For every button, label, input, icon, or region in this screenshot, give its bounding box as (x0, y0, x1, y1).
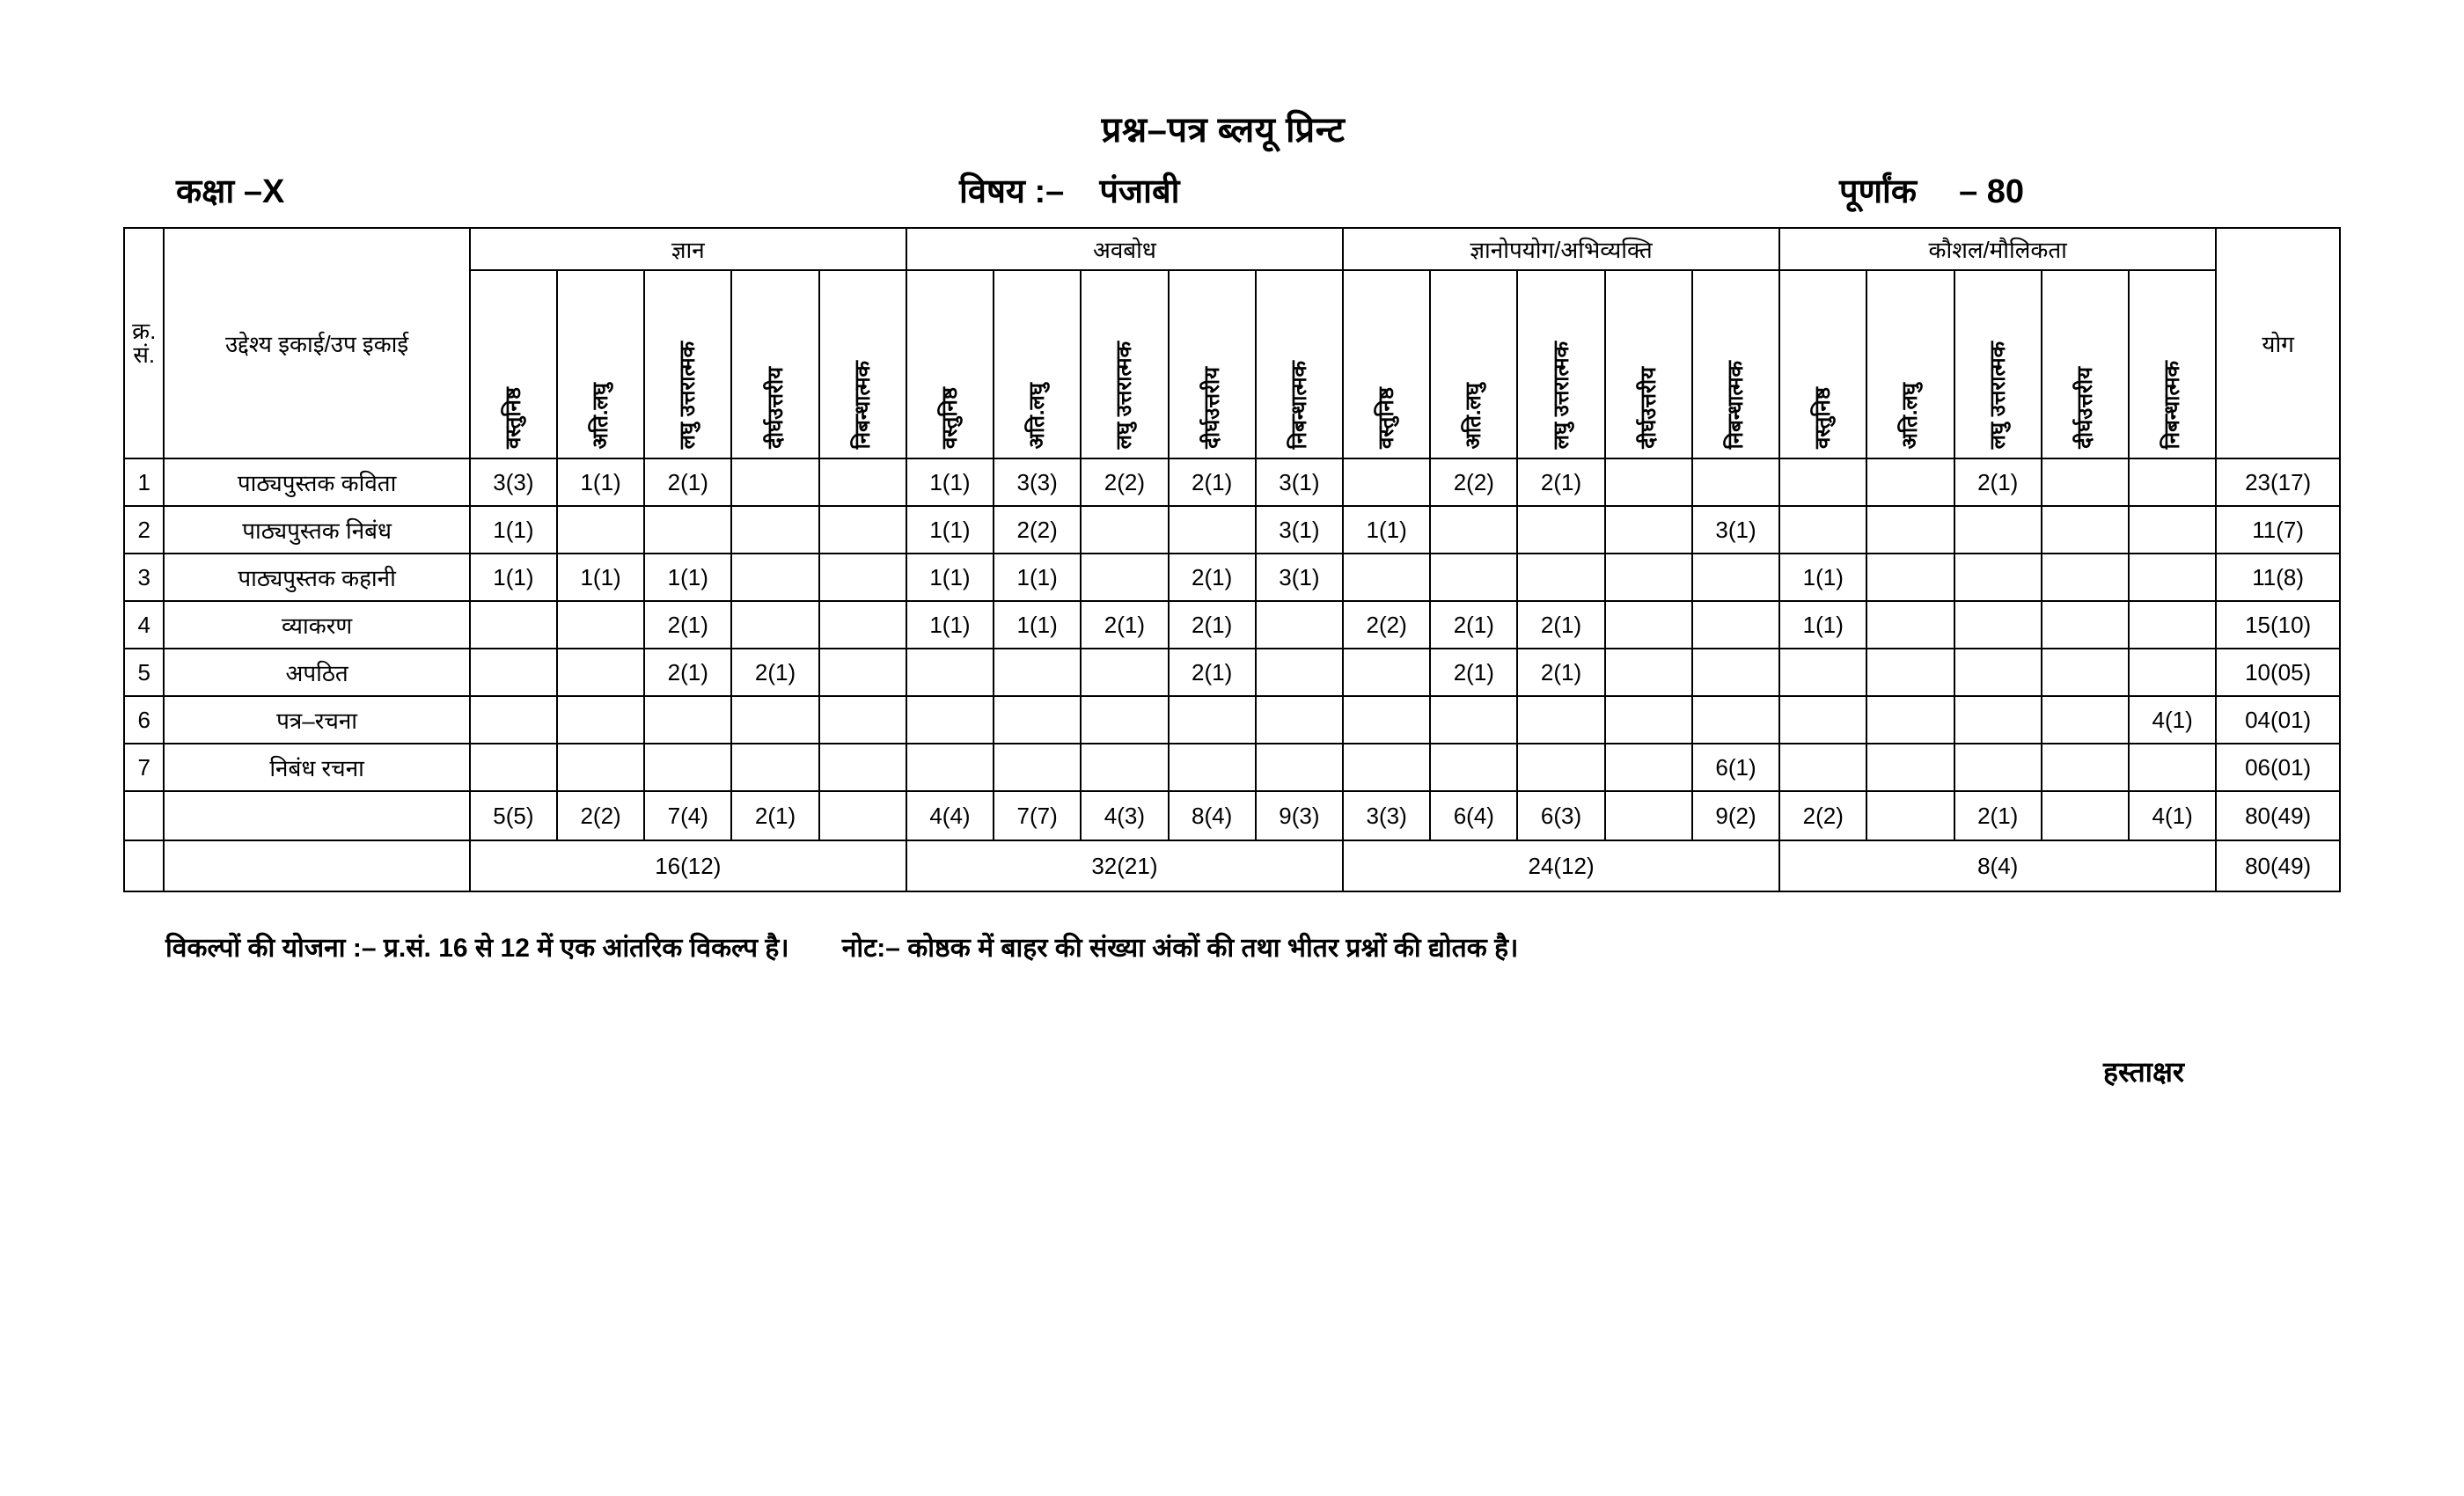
row-cell (557, 649, 644, 696)
grand-serial (124, 840, 164, 891)
totals-cell (1605, 791, 1692, 840)
unit-column-header: उद्देश्य इकाई/उप इकाई (164, 228, 469, 458)
row-cell (1605, 696, 1692, 744)
subheader-label: दीर्घउत्तरीय (1636, 367, 1661, 449)
totals-cell (1866, 791, 1954, 840)
row-cell (994, 744, 1081, 791)
subheader-label: निबन्धात्मक (2160, 360, 2185, 449)
row-total: 11(7) (2216, 506, 2340, 554)
row-cell (470, 601, 557, 649)
row-cell: 1(1) (906, 601, 994, 649)
subheader-g3-nibandhatmak (1692, 270, 1779, 458)
row-cell (2042, 744, 2129, 791)
row-cell (1954, 601, 2042, 649)
totals-cell: 3(3) (1343, 791, 1430, 840)
totals-cell: 7(7) (994, 791, 1081, 840)
grand-group-total-2: 32(21) (906, 840, 1343, 891)
row-unit-label: पाठ्यपुस्तक निबंध (164, 506, 469, 554)
row-serial-number: 2 (124, 506, 164, 554)
totals-cell: 4(4) (906, 791, 994, 840)
totals-cell: 8(4) (1169, 791, 1256, 840)
row-cell (470, 649, 557, 696)
row-cell (2042, 649, 2129, 696)
subheader-g3-dirghuttariya (1605, 270, 1692, 458)
row-cell (731, 601, 818, 649)
row-cell (2129, 458, 2216, 506)
grand-total: 80(49) (2216, 840, 2340, 891)
row-total: 04(01) (2216, 696, 2340, 744)
row-cell (1605, 744, 1692, 791)
row-cell: 2(1) (1169, 649, 1256, 696)
row-cell: 3(3) (470, 458, 557, 506)
row-cell (994, 649, 1081, 696)
subheader-g4-dirghuttariya (2042, 270, 2129, 458)
row-cell (1169, 744, 1256, 791)
row-cell (1779, 506, 1866, 554)
row-cell (906, 744, 994, 791)
row-cell (1866, 744, 1954, 791)
totals-cell: 4(1) (2129, 791, 2216, 840)
row-cell (1779, 458, 1866, 506)
row-cell (1692, 458, 1779, 506)
row-cell (644, 744, 731, 791)
row-total: 06(01) (2216, 744, 2340, 791)
row-cell (819, 554, 906, 601)
row-cell (731, 458, 818, 506)
row-cell (1430, 554, 1517, 601)
row-cell (1517, 506, 1604, 554)
row-serial-number: 1 (124, 458, 164, 506)
row-cell (1256, 744, 1343, 791)
row-cell (1605, 554, 1692, 601)
row-cell (731, 554, 818, 601)
row-serial-number: 5 (124, 649, 164, 696)
subheader-label: वस्तुनिष्ठ (501, 386, 525, 449)
row-cell (470, 744, 557, 791)
row-total: 10(05) (2216, 649, 2340, 696)
row-cell (1081, 506, 1168, 554)
subheader-g4-vastunisth (1779, 270, 1866, 458)
row-cell: 2(1) (731, 649, 818, 696)
row-cell (731, 506, 818, 554)
grand-label (164, 840, 469, 891)
row-cell (1954, 696, 2042, 744)
subheader-g3-vastunisth (1343, 270, 1430, 458)
row-serial-number: 6 (124, 696, 164, 744)
subheader-g4-nibandhatmak (2129, 270, 2216, 458)
row-cell: 1(1) (906, 554, 994, 601)
row-cell: 3(1) (1256, 506, 1343, 554)
totals-cell: 2(1) (1954, 791, 2042, 840)
table-row (124, 554, 2340, 601)
row-cell: 1(1) (906, 458, 994, 506)
subheader-label: निबन्धात्मक (1724, 360, 1749, 449)
subheader-label: अति.लघु (1898, 382, 1923, 449)
subheader-label: दीर्घउत्तरीय (763, 367, 788, 449)
subheader-g2-vastunisth (906, 270, 994, 458)
row-cell: 1(1) (994, 601, 1081, 649)
row-cell (1081, 554, 1168, 601)
subheader-label: वस्तुनिष्ठ (1811, 386, 1836, 449)
row-cell (1954, 744, 2042, 791)
subject-value: पंजाबी (1099, 173, 1180, 210)
row-cell (1692, 554, 1779, 601)
grand-group-total-3: 24(12) (1343, 840, 1779, 891)
row-cell: 2(1) (1169, 554, 1256, 601)
row-cell (819, 601, 906, 649)
row-cell: 3(1) (1692, 506, 1779, 554)
row-cell: 2(1) (1517, 458, 1604, 506)
row-cell (557, 696, 644, 744)
totals-cell: 2(2) (557, 791, 644, 840)
totals-label (164, 791, 469, 840)
row-cell (819, 506, 906, 554)
row-cell: 1(1) (644, 554, 731, 601)
totals-cell: 2(1) (731, 791, 818, 840)
row-cell (2129, 506, 2216, 554)
grand-group-total-4: 8(4) (1779, 840, 2216, 891)
row-cell: 6(1) (1692, 744, 1779, 791)
row-cell (1517, 744, 1604, 791)
row-cell (557, 744, 644, 791)
table-row (124, 458, 2340, 506)
row-cell (1866, 696, 1954, 744)
row-total: 15(10) (2216, 601, 2340, 649)
table-row (124, 649, 2340, 696)
row-cell (2129, 601, 2216, 649)
row-cell (1430, 506, 1517, 554)
row-cell: 1(1) (1779, 554, 1866, 601)
totals-cell: 7(4) (644, 791, 731, 840)
signature-label: हस्ताक्षर (2103, 1056, 2185, 1088)
row-cell (2042, 506, 2129, 554)
row-cell (819, 458, 906, 506)
group-header-kaushal: कौशल/मौलिकता (1779, 228, 2216, 270)
row-unit-label: पत्र–रचना (164, 696, 469, 744)
max-marks-value: – 80 (1959, 173, 2025, 210)
row-cell: 1(1) (906, 506, 994, 554)
subheader-label: लघु उत्तरात्मक (676, 341, 700, 449)
subheader-g1-nibandhatmak (819, 270, 906, 458)
bracket-note: नोट:– कोष्ठक में बाहर की संख्या अंकों की तथा भीतर प्रश्नों की द्योतक है। (841, 934, 1519, 963)
row-cell (1779, 649, 1866, 696)
row-cell (1517, 696, 1604, 744)
row-cell (644, 506, 731, 554)
row-cell (819, 744, 906, 791)
row-cell (1954, 506, 2042, 554)
row-cell (819, 696, 906, 744)
row-cell (557, 506, 644, 554)
subheader-g4-laghu-uttaratmak (1954, 270, 2042, 458)
row-cell (470, 696, 557, 744)
totals-cell: 2(2) (1779, 791, 1866, 840)
totals-cell: 6(4) (1430, 791, 1517, 840)
row-cell (1866, 649, 1954, 696)
row-cell: 2(1) (1954, 458, 2042, 506)
row-cell (1866, 506, 1954, 554)
subheader-g2-atilaghu (994, 270, 1081, 458)
subheader-label: अति.लघु (1462, 382, 1486, 449)
row-cell: 2(2) (1343, 601, 1430, 649)
max-marks-label: पूर्णांक (1839, 173, 1918, 210)
subheader-g1-laghu-uttaratmak (644, 270, 731, 458)
row-cell (1605, 506, 1692, 554)
row-unit-label: व्याकरण (164, 601, 469, 649)
table-row (124, 601, 2340, 649)
group-header-gyan: ज्ञान (470, 228, 906, 270)
table-row (124, 506, 2340, 554)
row-cell: 2(1) (644, 458, 731, 506)
row-cell (1692, 696, 1779, 744)
row-cell (1692, 649, 1779, 696)
grand-group-total-1: 16(12) (470, 840, 906, 891)
row-cell (906, 649, 994, 696)
totals-serial (124, 791, 164, 840)
row-unit-label: अपठित (164, 649, 469, 696)
row-cell (1779, 696, 1866, 744)
group-header-gyanopyog: ज्ञानोपयोग/अभिव्यक्ति (1343, 228, 1779, 270)
row-cell (2042, 696, 2129, 744)
row-cell: 2(1) (1169, 601, 1256, 649)
row-cell: 2(1) (1430, 649, 1517, 696)
row-cell (819, 649, 906, 696)
meta-row (123, 167, 2376, 216)
subheader-label: निबन्धात्मक (1287, 360, 1311, 449)
row-cell: 2(2) (1430, 458, 1517, 506)
sn-header-line1: क्र. (132, 317, 157, 344)
row-cell (1256, 601, 1343, 649)
row-cell (1256, 649, 1343, 696)
subheader-g2-nibandhatmak (1256, 270, 1343, 458)
subheader-label: अति.लघु (1025, 382, 1050, 449)
subheader-label: अति.लघु (589, 382, 613, 449)
subheader-label: वस्तुनिष्ठ (1375, 386, 1399, 449)
row-unit-label: निबंध रचना (164, 744, 469, 791)
totals-cell: 9(3) (1256, 791, 1343, 840)
subheader-g2-dirghuttariya (1169, 270, 1256, 458)
row-cell: 1(1) (470, 506, 557, 554)
totals-cell (2042, 791, 2129, 840)
sn-column-header (124, 228, 164, 458)
row-cell (1517, 554, 1604, 601)
page-title-text: प्रश्न–पत्र ब्लयू प्रिन्ट (1101, 111, 1346, 150)
row-cell (906, 696, 994, 744)
footer-notes (165, 928, 2277, 964)
page-title (0, 104, 2464, 152)
subheader-g1-dirghuttariya (731, 270, 818, 458)
subheader-label: निबन्धात्मक (850, 360, 875, 449)
row-cell: 3(1) (1256, 554, 1343, 601)
row-cell (731, 696, 818, 744)
totals-cell: 5(5) (470, 791, 557, 840)
row-cell: 1(1) (470, 554, 557, 601)
subheader-g1-vastunisth (470, 270, 557, 458)
subheader-label: दीर्घउत्तरीय (2072, 367, 2097, 449)
row-cell: 1(1) (1343, 506, 1430, 554)
row-cell: 2(2) (994, 506, 1081, 554)
row-unit-label: पाठ्यपुस्तक कविता (164, 458, 469, 506)
table-row (124, 696, 2340, 744)
totals-row (124, 791, 2340, 840)
max-marks-field (1839, 167, 2024, 213)
row-cell (1779, 744, 1866, 791)
sn-header-line2: सं. (133, 341, 156, 368)
row-cell: 3(3) (994, 458, 1081, 506)
class-label: कक्षा –X (176, 173, 285, 210)
row-cell (2129, 649, 2216, 696)
subheader-label: लघु उत्तरात्मक (1112, 341, 1137, 449)
totals-grand: 80(49) (2216, 791, 2340, 840)
group-header-yog: योग (2216, 228, 2340, 458)
row-cell (1343, 458, 1430, 506)
row-cell: 2(1) (1081, 601, 1168, 649)
subject-label: विषय :– (959, 173, 1065, 210)
row-cell (1430, 696, 1517, 744)
subheader-g2-laghu-uttaratmak (1081, 270, 1168, 458)
row-serial-number: 4 (124, 601, 164, 649)
row-cell (2042, 601, 2129, 649)
row-cell: 2(1) (1517, 649, 1604, 696)
group-header-row (124, 228, 2340, 270)
row-cell (1343, 744, 1430, 791)
row-cell (1692, 601, 1779, 649)
row-cell: 4(1) (2129, 696, 2216, 744)
subheader-g3-laghu-uttaratmak (1517, 270, 1604, 458)
row-cell (644, 696, 731, 744)
grand-totals-row (124, 840, 2340, 891)
row-cell (1954, 649, 2042, 696)
totals-cell: 4(3) (1081, 791, 1168, 840)
row-unit-label: पाठ्यपुस्तक कहानी (164, 554, 469, 601)
row-serial-number: 7 (124, 744, 164, 791)
group-header-avbodh: अवबोध (906, 228, 1343, 270)
row-cell: 1(1) (994, 554, 1081, 601)
row-cell (1081, 649, 1168, 696)
options-note: विकल्पों की योजना :– प्र.सं. 16 से 12 में एक आंतरिक विकल्प है। (165, 934, 789, 963)
row-total: 11(8) (2216, 554, 2340, 601)
totals-cell: 9(2) (1692, 791, 1779, 840)
row-cell (1866, 458, 1954, 506)
row-total: 23(17) (2216, 458, 2340, 506)
row-cell (1343, 649, 1430, 696)
row-cell: 2(1) (1430, 601, 1517, 649)
row-cell (1343, 696, 1430, 744)
row-cell (1605, 649, 1692, 696)
row-cell (2042, 458, 2129, 506)
row-cell (1169, 696, 1256, 744)
subheader-label: लघु उत्तरात्मक (1549, 341, 1573, 449)
row-cell: 2(1) (1517, 601, 1604, 649)
row-cell: 2(1) (644, 601, 731, 649)
row-cell (1081, 696, 1168, 744)
row-cell: 1(1) (1779, 601, 1866, 649)
row-cell (731, 744, 818, 791)
subheader-g3-atilaghu (1430, 270, 1517, 458)
row-cell (2129, 744, 2216, 791)
row-cell: 2(1) (1169, 458, 1256, 506)
row-cell (1605, 458, 1692, 506)
row-cell (1430, 744, 1517, 791)
row-serial-number: 3 (124, 554, 164, 601)
subheader-g4-atilaghu (1866, 270, 1954, 458)
subheader-label: वस्तुनिष्ठ (937, 386, 962, 449)
row-cell: 3(1) (1256, 458, 1343, 506)
row-cell (1605, 601, 1692, 649)
subheader-label: लघु उत्तरात्मक (1985, 341, 2010, 449)
row-cell (2042, 554, 2129, 601)
row-cell (1256, 696, 1343, 744)
row-cell: 2(1) (644, 649, 731, 696)
row-cell: 1(1) (557, 554, 644, 601)
row-cell: 1(1) (557, 458, 644, 506)
row-cell (1866, 601, 1954, 649)
table-body (124, 458, 2340, 891)
subheader-label: दीर्घउत्तरीय (1199, 367, 1224, 449)
row-cell (1954, 554, 2042, 601)
subheader-g1-atilaghu (557, 270, 644, 458)
subject-field (959, 167, 1180, 213)
row-cell (994, 696, 1081, 744)
totals-cell: 6(3) (1517, 791, 1604, 840)
row-cell (1866, 554, 1954, 601)
totals-cell (819, 791, 906, 840)
row-cell (1081, 744, 1168, 791)
row-cell (1343, 554, 1430, 601)
blueprint-table (123, 227, 2341, 892)
row-cell: 2(2) (1081, 458, 1168, 506)
table-row (124, 744, 2340, 791)
row-cell (1169, 506, 1256, 554)
row-cell (557, 601, 644, 649)
row-cell (2129, 554, 2216, 601)
